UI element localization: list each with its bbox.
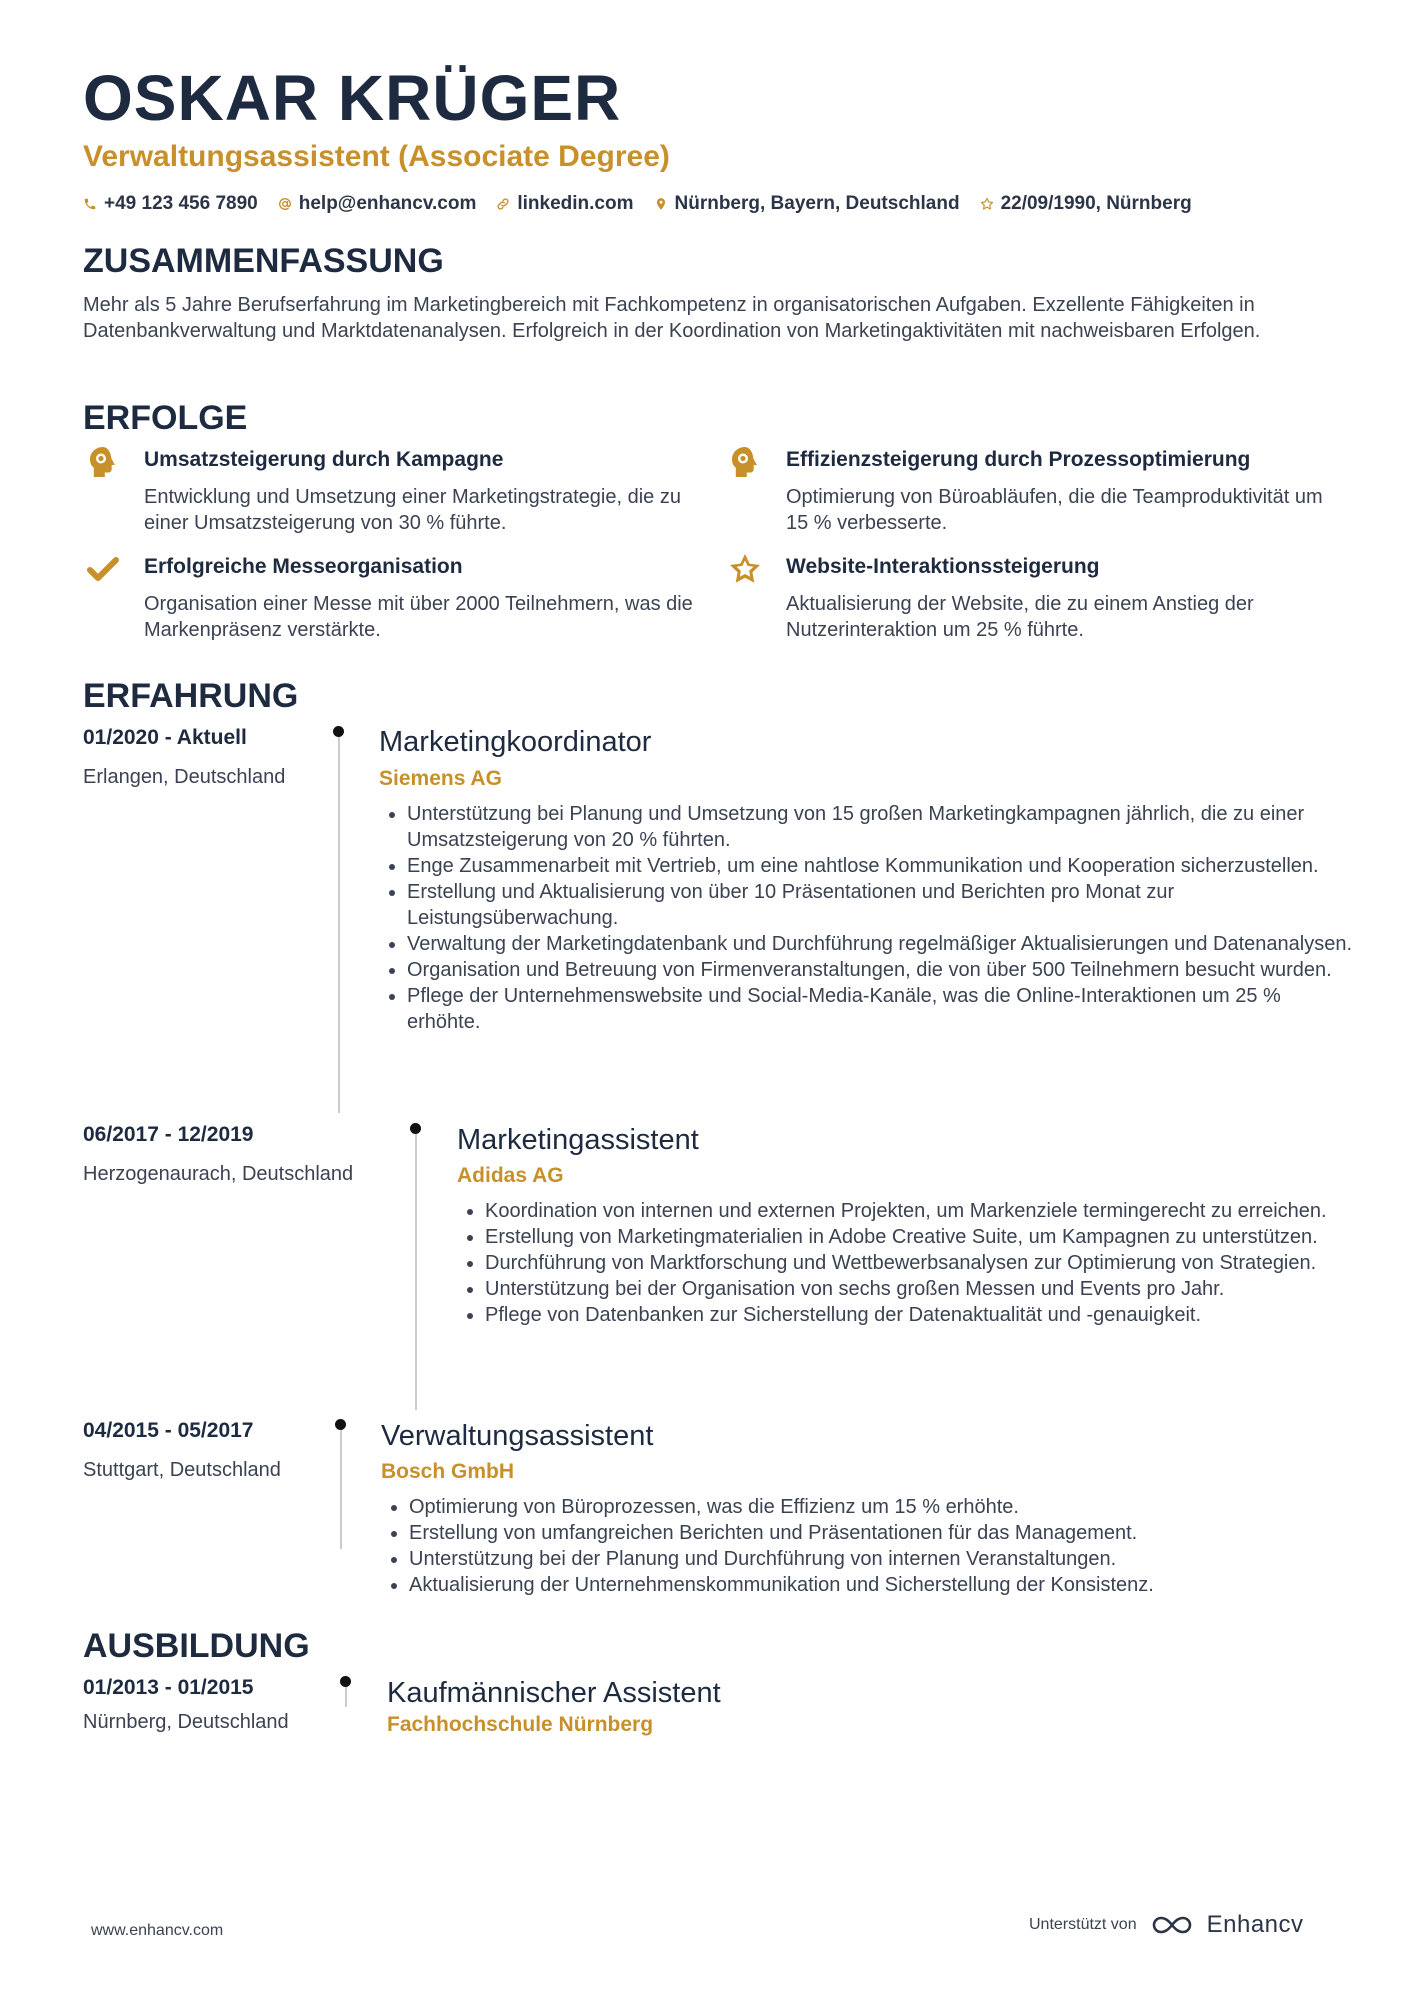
footer-branding <box>1029 1911 1304 1939</box>
job-location: Herzogenaurach, Deutschland <box>83 1163 354 1185</box>
job-bullet: • Enge Zusammenarbeit mit Vertrieb, um eine nahtlose Kommunikation und Kooperation sicherzustellen. <box>407 853 1357 879</box>
achievement-desc: Aktualisierung der Website, die zu einem Anstieg der Nutzerinteraktion um 25 % führte. <box>786 593 1254 641</box>
timeline-dot <box>340 1676 351 1687</box>
at-icon <box>278 197 292 211</box>
job-date: 06/2017 - 12/2019 <box>83 1123 254 1146</box>
achievement-title: Website-Interaktionssteigerung <box>786 555 1100 578</box>
job-bullet: • Pflege von Datenbanken zur Sicherstellung der Datenaktualität und -genauigkeit. <box>485 1302 1355 1328</box>
timeline-line <box>415 1128 417 1410</box>
head-icon <box>85 444 121 480</box>
achievements-heading: ERFOLGE <box>83 399 248 437</box>
job-bullet: • Unterstützung bei der Organisation von sechs großen Messen und Events pro Jahr. <box>485 1276 1355 1302</box>
contact-phone <box>83 193 258 215</box>
contact-location <box>654 193 960 215</box>
footer-website[interactable]: www.enhancv.com <box>91 1922 224 1939</box>
location-icon <box>654 197 668 211</box>
job-bullets <box>379 801 1357 1035</box>
summary-text: Mehr als 5 Jahre Berufserfahrung im Marketingbereich mit Fachkompetenz in organisatorischen Aufgaben. Exzellente Fähigkeiten in Datenbankverwaltung und Marktdatenanalysen. Erfolgreich in der Koordination von Marketingaktivitäten mit nachweisbaren Erfolgen. <box>83 294 1261 342</box>
achievement-desc: Optimierung von Büroabläufen, die die Teamproduktivität um 15 % verbesserte. <box>786 486 1323 534</box>
contact-phone-text: +49 123 456 7890 <box>104 193 258 214</box>
head-icon <box>727 444 763 480</box>
contact-birth <box>980 193 1192 215</box>
footer-brand: Enhancv <box>1206 1911 1304 1938</box>
education-school: Fachhochschule Nürnberg <box>387 1713 654 1736</box>
achievement-title: Erfolgreiche Messeorganisation <box>144 555 463 578</box>
job-bullet: • Optimierung von Büroprozessen, was die Effizienz um 15 % erhöhte. <box>409 1494 1359 1520</box>
job-bullets <box>381 1494 1359 1598</box>
job-role: Verwaltungsassistent <box>381 1420 654 1452</box>
job-company: Bosch GmbH <box>381 1460 515 1483</box>
check-icon <box>85 551 121 587</box>
candidate-name: OSKAR KRÜGER <box>83 62 622 134</box>
timeline-line <box>338 731 340 1113</box>
job-bullet: • Koordination von internen und externen Projekten, um Markenziele termingerecht zu erreichen. <box>485 1198 1355 1224</box>
achievement-desc: Organisation einer Messe mit über 2000 Teilnehmern, was die Markenpräsenz verstärkte. <box>144 593 693 641</box>
phone-icon <box>83 197 97 211</box>
job-role: Marketingkoordinator <box>379 726 652 758</box>
star-icon <box>727 551 763 587</box>
job-company: Adidas AG <box>457 1164 564 1187</box>
achievement-title: Effizienzsteigerung durch Prozessoptimierung <box>786 448 1251 471</box>
star-icon <box>980 197 994 211</box>
footer-powered-by: Unterstützt von <box>1029 1916 1137 1933</box>
timeline-line <box>340 1424 342 1549</box>
timeline-dot <box>410 1123 421 1134</box>
education-location: Nürnberg, Deutschland <box>83 1711 289 1733</box>
job-bullet: • Erstellung von umfangreichen Berichten und Präsentationen für das Management. <box>409 1520 1359 1546</box>
job-bullet: • Aktualisierung der Unternehmenskommunikation und Sicherstellung der Konsistenz. <box>409 1572 1359 1598</box>
job-role: Marketingassistent <box>457 1124 699 1156</box>
education-heading: AUSBILDUNG <box>83 1627 310 1665</box>
achievement-desc: Entwicklung und Umsetzung einer Marketingstrategie, die zu einer Umsatzsteigerung von 30 % führte. <box>144 486 681 534</box>
job-date: 01/2020 - Aktuell <box>83 726 247 749</box>
experience-heading: ERFAHRUNG <box>83 677 299 715</box>
contact-linkedin[interactable] <box>496 193 633 215</box>
candidate-title: Verwaltungsassistent (Associate Degree) <box>83 140 670 173</box>
contact-bar <box>83 193 1192 215</box>
education-date: 01/2013 - 01/2015 <box>83 1676 254 1699</box>
job-bullet: • Organisation und Betreuung von Firmenveranstaltungen, die von über 500 Teilnehmern besucht wurden. <box>407 957 1357 983</box>
contact-location-text: Nürnberg, Bayern, Deutschland <box>674 193 960 214</box>
job-bullet: • Erstellung und Aktualisierung von über 10 Präsentationen und Berichten pro Monat zur Leistungsüberwachung. <box>407 879 1357 931</box>
job-bullet: • Unterstützung bei der Planung und Durchführung von internen Veranstaltungen. <box>409 1546 1359 1572</box>
link-icon <box>496 197 510 211</box>
infinity-logo-icon <box>1149 1913 1195 1937</box>
timeline-dot <box>335 1419 346 1430</box>
contact-birth-text: 22/09/1990, Nürnberg <box>1000 193 1192 214</box>
contact-email-text: help@enhancv.com <box>298 193 477 214</box>
timeline-dot <box>333 726 344 737</box>
job-location: Erlangen, Deutschland <box>83 766 286 788</box>
job-bullet: • Erstellung von Marketingmaterialien in Adobe Creative Suite, um Kampagnen zu unterstützen. <box>485 1224 1355 1250</box>
job-bullet: • Durchführung von Marktforschung und Wettbewerbsanalysen zur Optimierung von Strategien. <box>485 1250 1355 1276</box>
job-company: Siemens AG <box>379 767 502 790</box>
job-date: 04/2015 - 05/2017 <box>83 1419 254 1442</box>
job-bullet: • Verwaltung der Marketingdatenbank und Durchführung regelmäßiger Aktualisierungen und Datenanalysen. <box>407 931 1357 957</box>
job-bullet: • Unterstützung bei Planung und Umsetzung von 15 großen Marketingkampagnen jährlich, die zu einer Umsatzsteigerung von 20 % führten. <box>407 801 1357 853</box>
job-location: Stuttgart, Deutschland <box>83 1459 281 1481</box>
job-bullets <box>457 1198 1355 1328</box>
summary-heading: ZUSAMMENFASSUNG <box>83 242 444 280</box>
job-bullet: • Pflege der Unternehmenswebsite und Social-Media-Kanäle, was die Online-Interaktionen um 25 % erhöhte. <box>407 983 1357 1035</box>
achievement-title: Umsatzsteigerung durch Kampagne <box>144 448 504 471</box>
education-degree: Kaufmännischer Assistent <box>387 1677 721 1709</box>
contact-linkedin-text: linkedin.com <box>517 193 634 214</box>
contact-email[interactable] <box>278 193 477 215</box>
